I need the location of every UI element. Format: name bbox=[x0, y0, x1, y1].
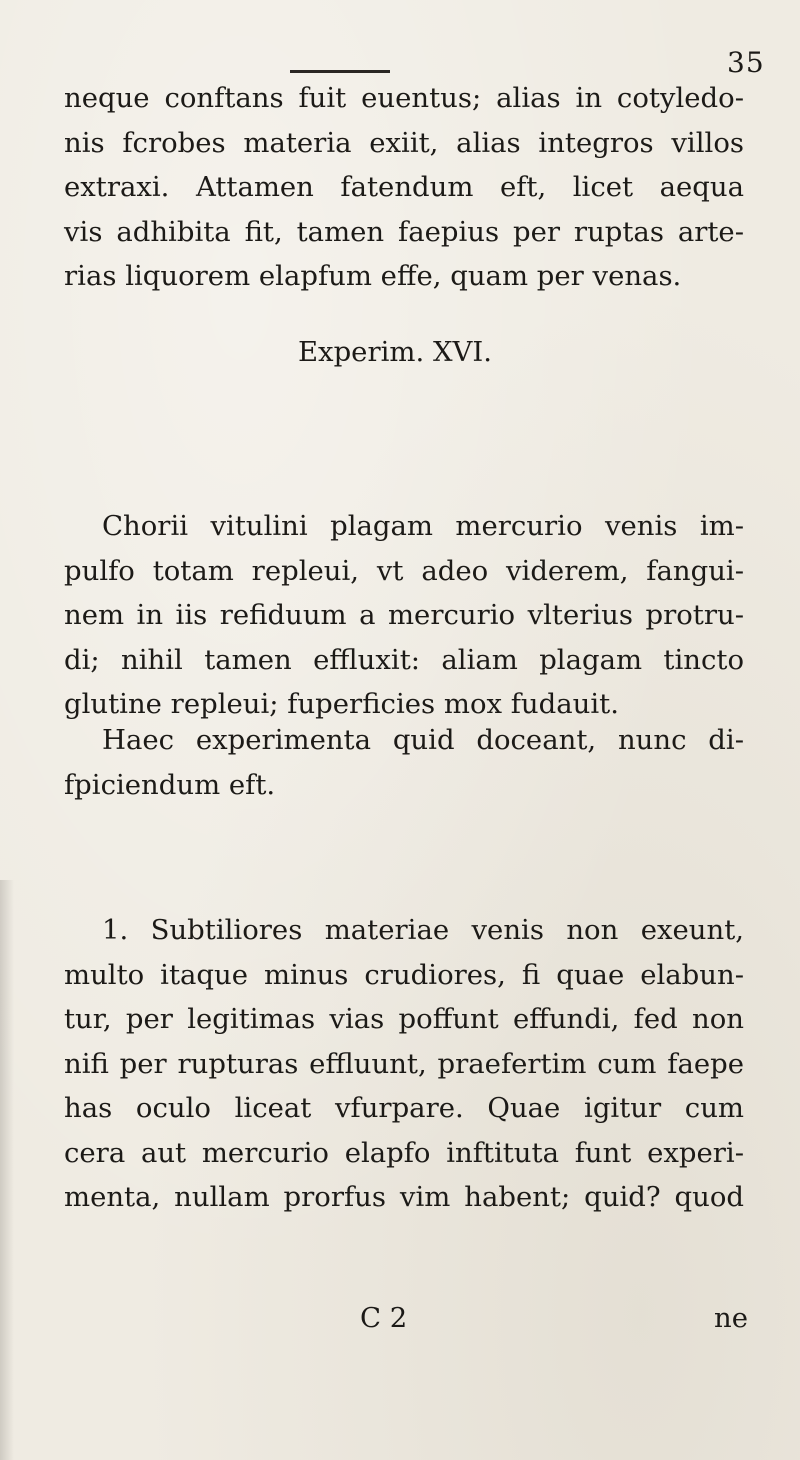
text-line: tur, per legitimas vias poffunt effundi, fed non bbox=[64, 1003, 744, 1035]
text-line: menta, nullam prorfus vim habent; quid? quod bbox=[64, 1181, 744, 1213]
page-number: 35 bbox=[727, 46, 765, 79]
text-line: Chorii vitulini plagam mercurio venis im- bbox=[102, 510, 744, 542]
top-rule bbox=[290, 70, 390, 73]
text-line: 1. Subtiliores materiae venis non exeunt, bbox=[102, 914, 744, 946]
paragraph-4 bbox=[64, 908, 744, 1220]
text-line: cera aut mercurio elapfo inftituta funt experi- bbox=[64, 1136, 744, 1169]
text-line: has oculo liceat vfurpare. Quae igitur cum bbox=[64, 1092, 744, 1124]
text-line: glutine repleui; fuperficies mox fudauit. bbox=[64, 688, 619, 720]
text-line: di; nihil tamen effluxit: aliam plagam tincto bbox=[64, 643, 744, 676]
text-line: pulfo totam repleui, vt adeo viderem, fangui- bbox=[64, 554, 744, 587]
text-line: rias liquorem elapfum effe, quam per venas. bbox=[64, 260, 682, 292]
paragraph-1 bbox=[64, 76, 744, 299]
catchword: ne bbox=[714, 1302, 748, 1334]
text-line: multo itaque minus crudiores, fi quae elabun- bbox=[64, 958, 744, 991]
text-line: nem in iis refiduum a mercurio vlterius protru- bbox=[64, 599, 744, 631]
binding-shadow bbox=[0, 880, 14, 1460]
text-line: fpiciendum eft. bbox=[64, 768, 276, 801]
heading-text: Experim. XVI. bbox=[297, 336, 492, 368]
signature-mark: C 2 bbox=[360, 1302, 408, 1334]
text-line: Haec experimenta quid doceant, nunc di- bbox=[102, 724, 744, 756]
text-line: vis adhibita fit, tamen faepius per ruptas arte- bbox=[64, 215, 744, 248]
paragraph-2 bbox=[64, 504, 744, 727]
text-line: neque conftans fuit euentus; alias in cotyledo- bbox=[64, 82, 744, 114]
text-line: nifi per rupturas effluunt, praefertim cum faepe bbox=[64, 1047, 744, 1080]
paragraph-3 bbox=[64, 718, 744, 807]
section-heading bbox=[0, 330, 800, 374]
text-line: nis fcrobes materia exiit, alias integros villos bbox=[64, 126, 744, 159]
text-line: extraxi. Attamen fatendum eft, licet aequa bbox=[64, 171, 744, 203]
